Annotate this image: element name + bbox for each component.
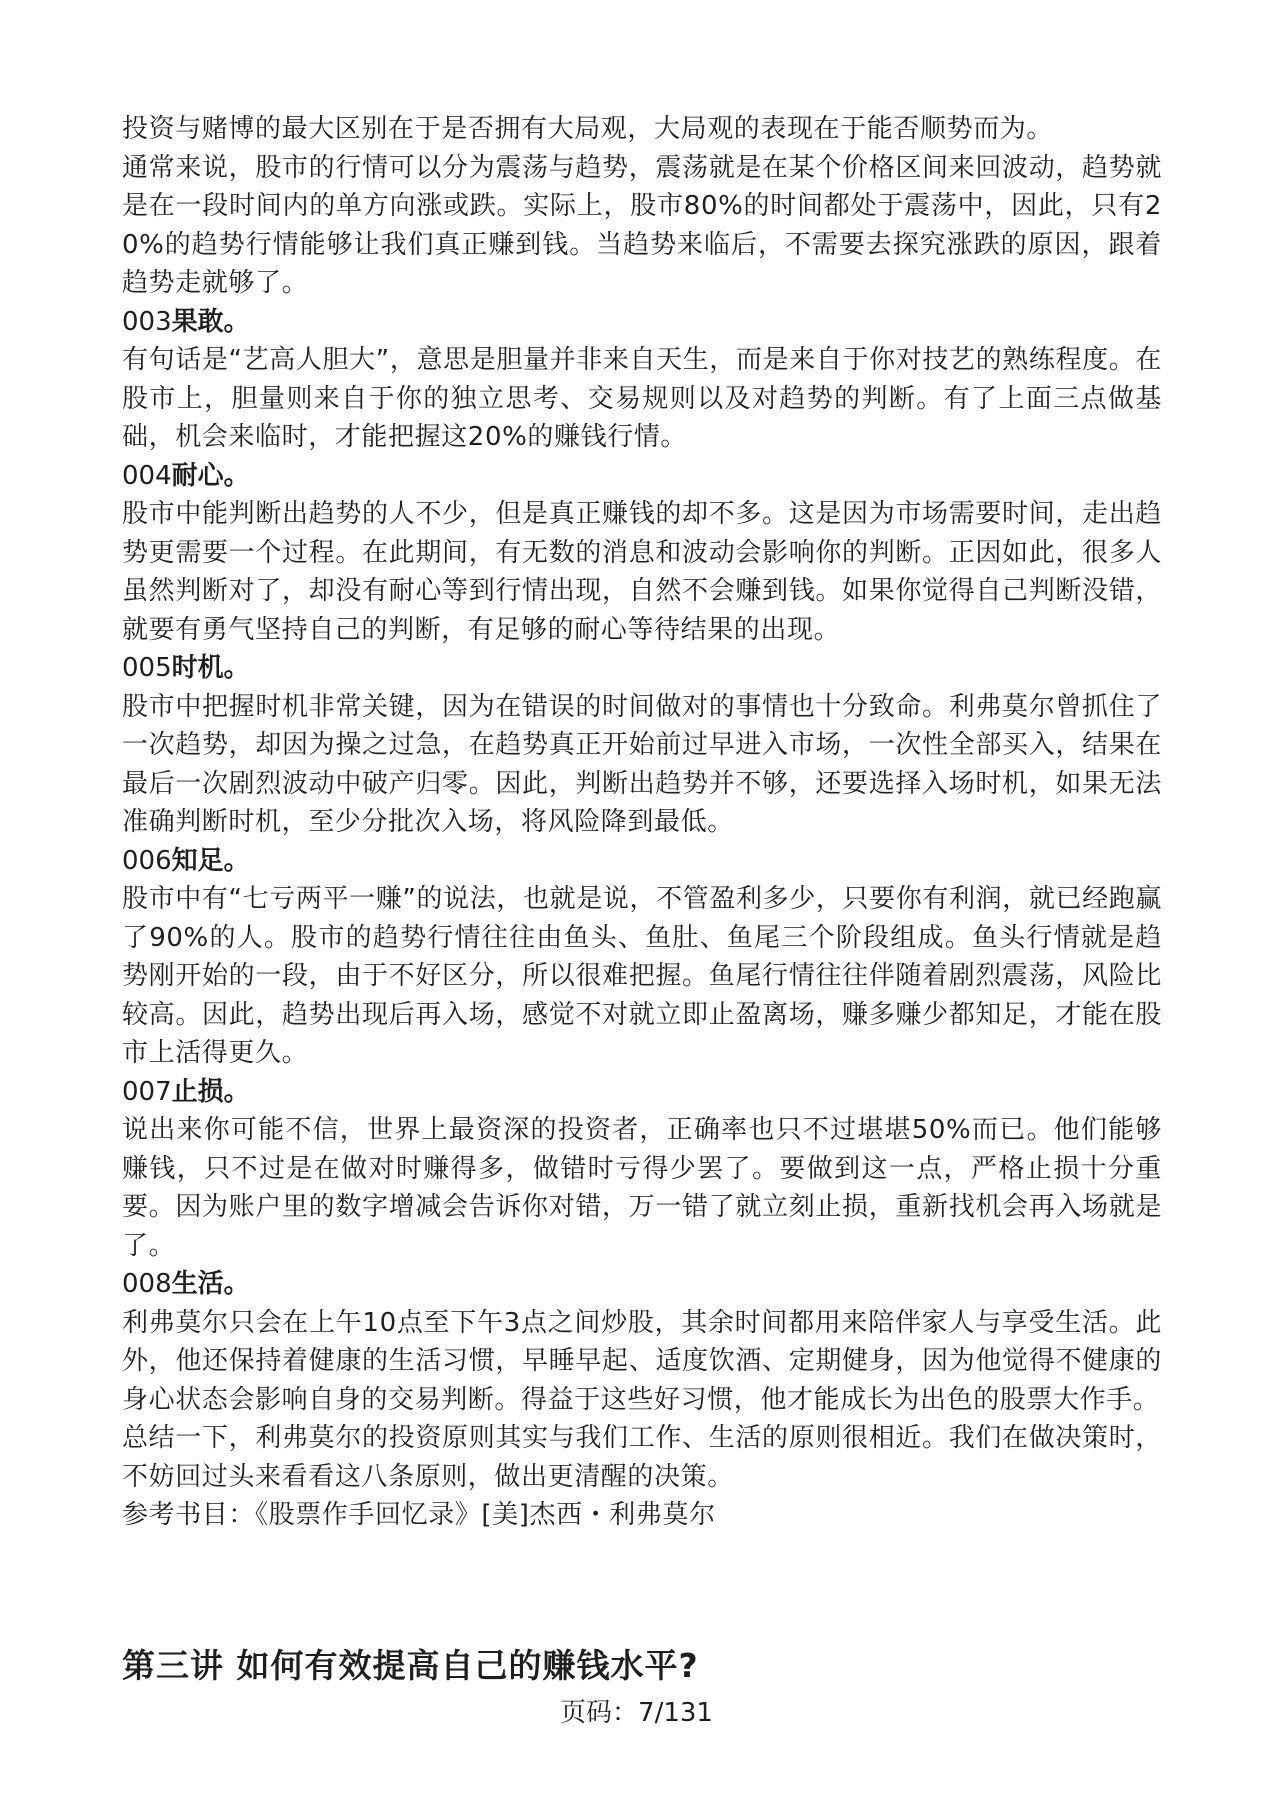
- heading-text: 知足。: [171, 845, 250, 876]
- document-body: [122, 110, 1162, 1535]
- paragraph-courage: 有句话是“艺高人胆大”，意思是胆量并非来自天生，而是来自于你对技艺的熟练程度。在股市上，胆量则来自于你的独立思考、交易规则以及对趋势的判断。有了上面三点做基础，机会来临时，才能把握这20%的赚钱行情。: [122, 345, 1162, 452]
- paragraph-life: 利弗莫尔只会在上午10点至下午3点之间炒股，其余时间都用来陪伴家人与享受生活。此外，他还保持着健康的生活习惯，早睡早起、适度饮酒、定期健身，因为他觉得不健康的身心状态会影响自身的交易判断。得益于这些好习惯，他才能成长为出色的股票大作手。: [122, 1307, 1162, 1415]
- paragraph-patience: 股市中能判断出趋势的人不少，但是真正赚钱的却不多。这是因为市场需要时间，走出趋势更需要一个过程。在此期间，有无数的消息和波动会影响你的判断。正因如此，很多人虽然判断对了，却没有耐心等到行情出现，自然不会赚到钱。如果你觉得自己判断没错，就要有勇气坚持自己的判断，有足够的耐心等待结果的出现。: [122, 499, 1162, 645]
- heading-number: 004: [122, 460, 172, 491]
- heading-007: [122, 1073, 1162, 1112]
- heading-text: 果敢。: [171, 306, 250, 337]
- heading-text: 止损。: [171, 1076, 250, 1107]
- heading-text: 时机。: [171, 653, 250, 683]
- heading-text: 耐心。: [171, 460, 250, 491]
- heading-number: 003: [122, 306, 172, 337]
- paragraph-contentment: 股市中有“七亏两平一赚”的说法，也就是说，不管盈利多少，只要你有利润，就已经跑赢了90%的人。股市的趋势行情往往由鱼头、鱼肚、鱼尾三个阶段组成。鱼头行情就是趋势刚开始的一段，由于不好区分，所以很难把握。鱼尾行情往往伴随着剧烈震荡，风险比较高。因此，趋势出现后再入场，感觉不对就立即止盈离场，赚多赚少都知足，才能在股市上活得更久。: [122, 884, 1162, 1068]
- reference-book: 参考书目：《股票作手回忆录》[美]杰西・利弗莫尔: [122, 1500, 716, 1530]
- heading-number: 005: [122, 653, 172, 683]
- paragraph-stop-loss: 说出来你可能不信，世界上最资深的投资者，正确率也只不过堪堪50%而已。他们能够赚钱，只不过是在做对时赚得多，做错时亏得少罢了。要做到这一点，严格止损十分重要。因为账户里的数字增减会告诉你对错，万一错了就立刻止损，重新找机会再入场就是了。: [122, 1115, 1162, 1261]
- heading-003: [122, 303, 1162, 342]
- paragraph-summary: 总结一下，利弗莫尔的投资原则其实与我们工作、生活的原则很相近。我们在做决策时，不妨回过头来看看这八条原则，做出更清醒的决策。: [122, 1423, 1162, 1492]
- paragraph-intro: 投资与赌博的最大区别在于是否拥有大局观，大局观的表现在于能否顺势而为。: [122, 114, 1054, 144]
- heading-005: [122, 649, 1162, 688]
- section-title: 第三讲 如何有效提高自己的赚钱水平?: [122, 1646, 699, 1685]
- heading-text: 生活。: [171, 1269, 250, 1299]
- heading-number: 006: [122, 845, 172, 876]
- paragraph-timing: 股市中把握时机非常关键，因为在错误的时间做对的事情也十分致命。利弗莫尔曾抓住了一次趋势，却因为操之过急，在趋势真正开始前过早进入市场，一次性全部买入，结果在最后一次剧烈波动中破产归零。因此，判断出趋势并不够，还要选择入场时机，如果无法准确判断时机，至少分批次入场，将风险降到最低。: [122, 691, 1162, 837]
- heading-006: [122, 842, 1162, 881]
- heading-number: 008: [122, 1269, 172, 1299]
- paragraph-trend: 通常来说，股市的行情可以分为震荡与趋势，震荡就是在某个价格区间来回波动，趋势就是在一段时间内的单方向涨或跌。实际上，股市80%的时间都处于震荡中，因此，只有20%的趋势行情能够让我们真正赚到钱。当趋势来临后，不需要去探究涨跌的原因，跟着趋势走就够了。: [122, 152, 1162, 298]
- heading-004: [122, 457, 1162, 496]
- heading-008: [122, 1265, 1162, 1304]
- heading-number: 007: [122, 1076, 172, 1107]
- page-number: 页码：7/131: [560, 1698, 713, 1728]
